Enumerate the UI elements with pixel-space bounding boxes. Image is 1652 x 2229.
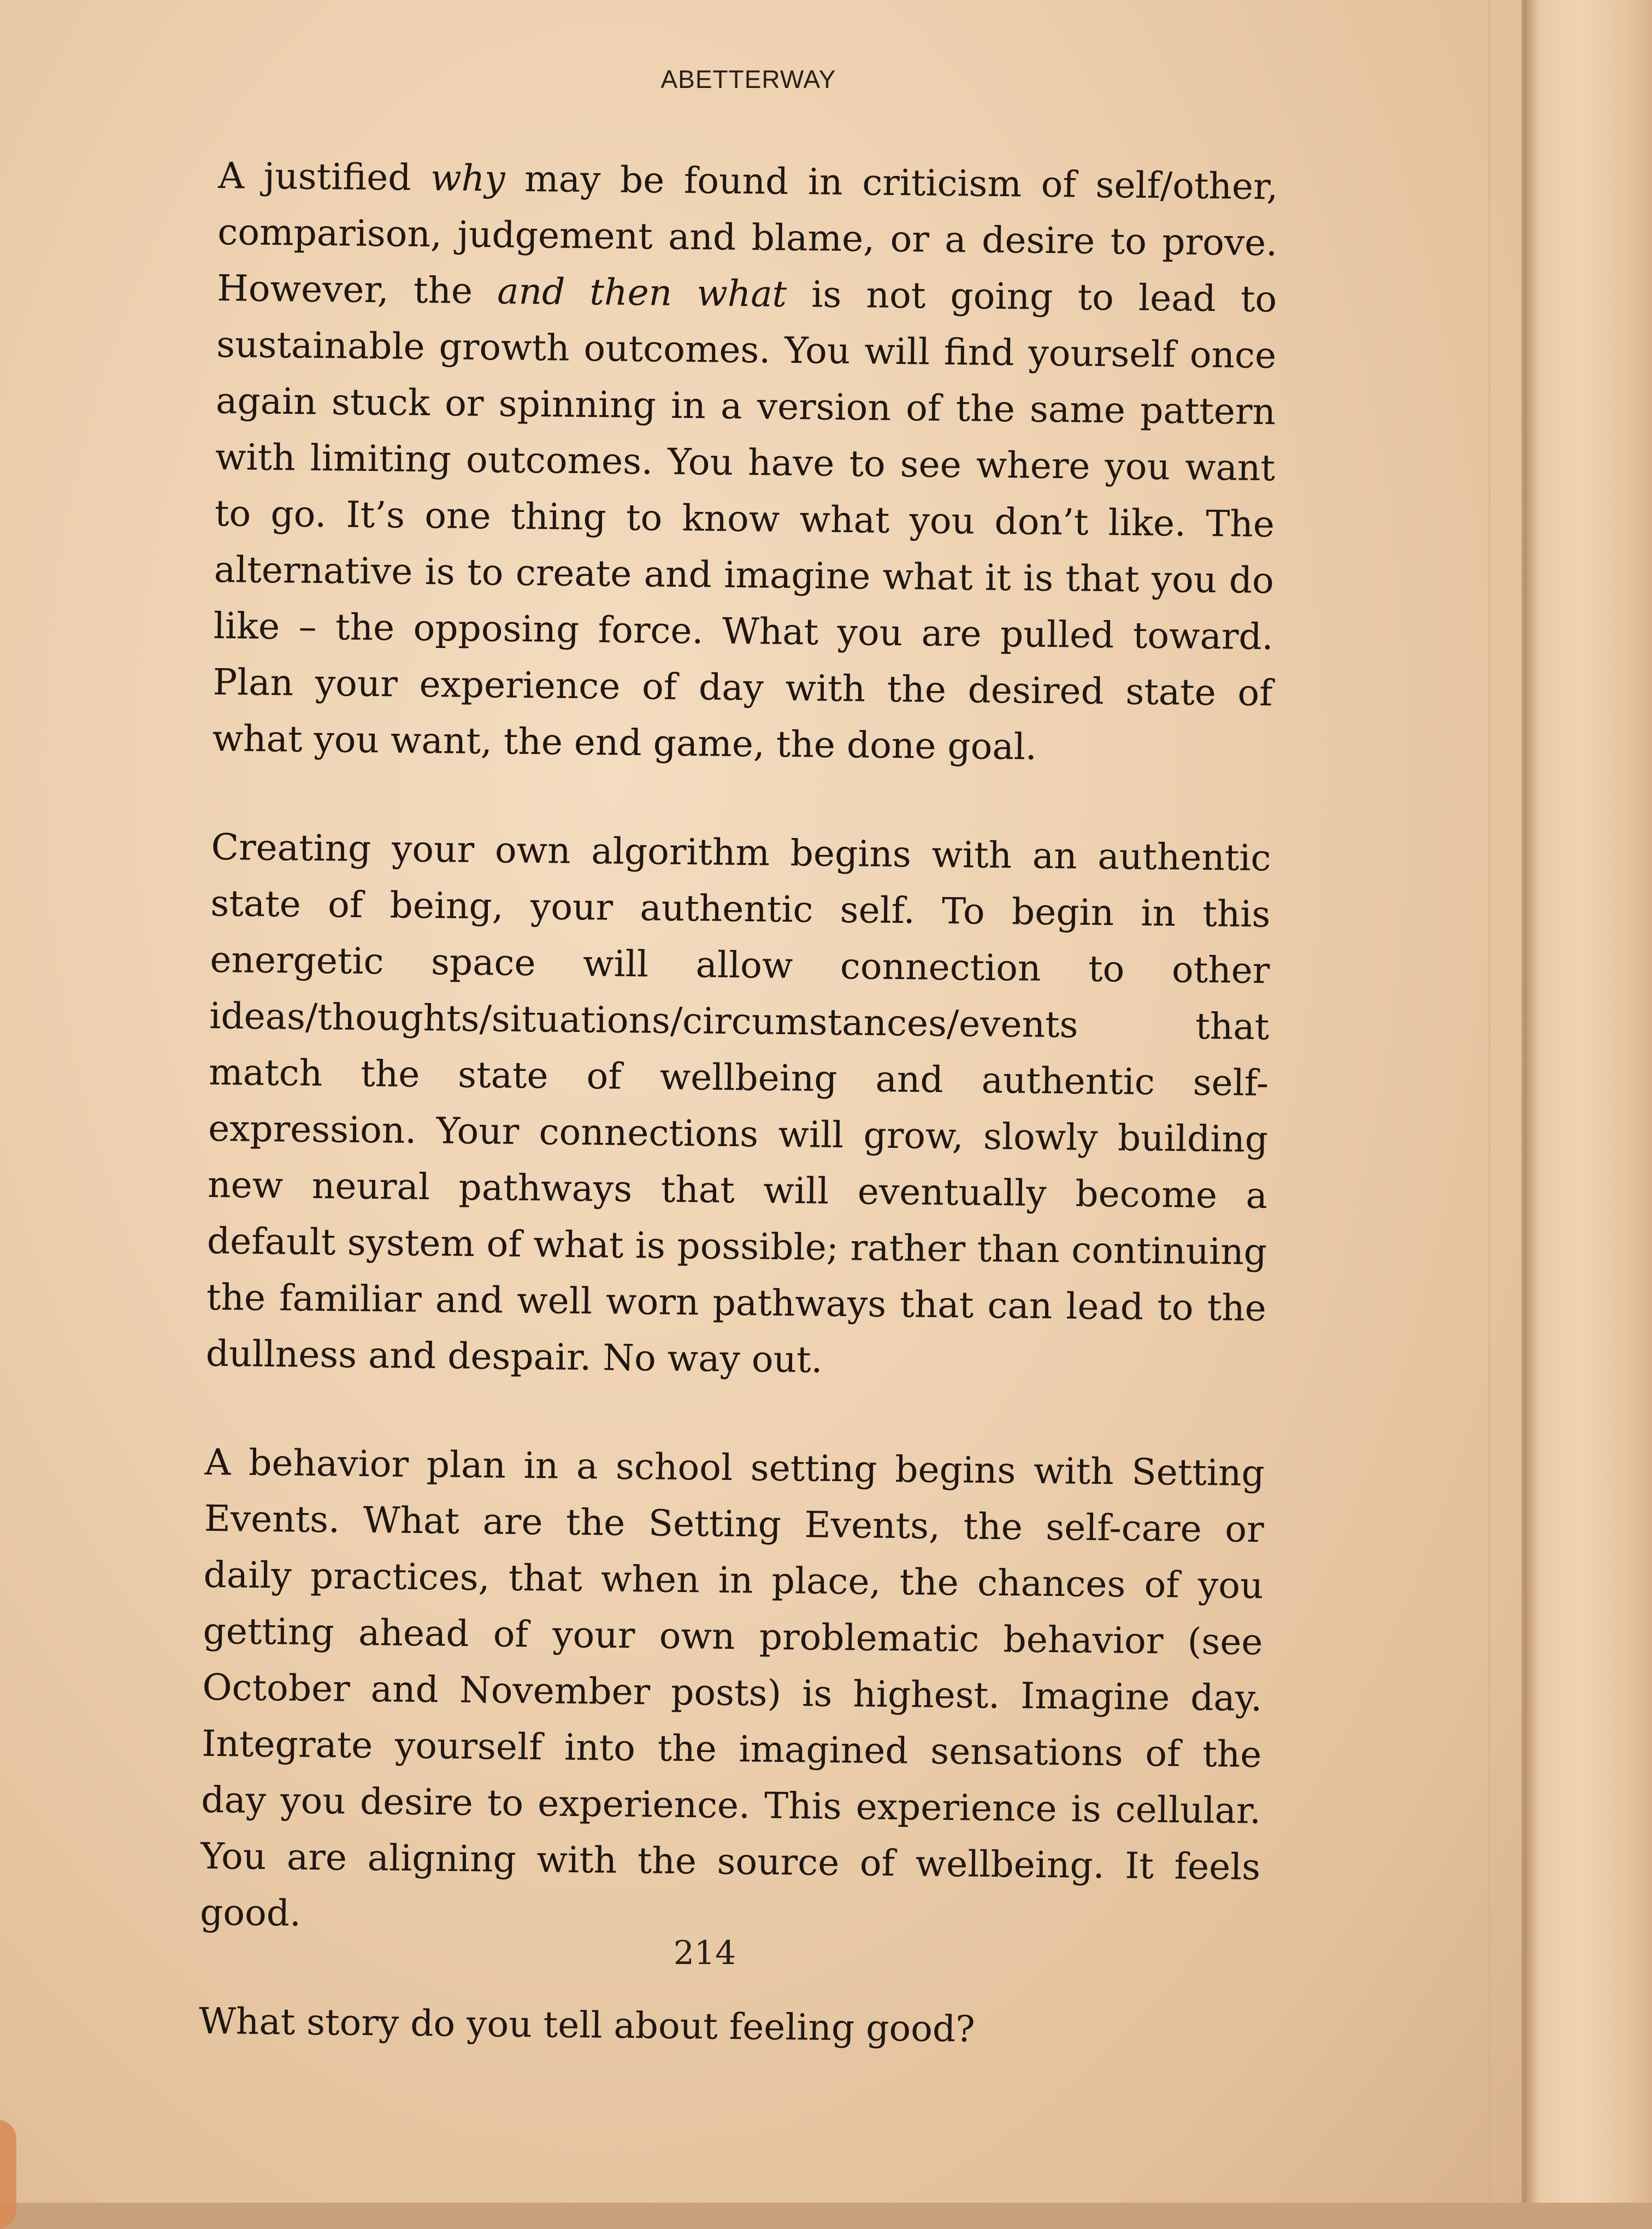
paragraph-1-text-cont: may be found in criticism of self/other, comparison, judgement and blame, or a desire to prove. However, the: [216, 157, 1278, 312]
closing-question: What story do you tell about feeling good?: [198, 2000, 976, 2050]
paragraph-2: Creating your own algorithm begins with an authentic state of being, your authentic self. To begin in this energetic space will allow connection to other ideas/thoughts/situations/circumstances/events that match the state of wellbeing and authentic self-expression. Your connections will grow, slowly building new neural pathways that will eventually become a default system of what is possible; rather than continuing the familiar and well worn pathways that can lead to the dullness and despair. No way out.: [205, 825, 1271, 1381]
emphasis-and-then-what: and then what: [497, 270, 787, 315]
adjacent-page-edge: [1524, 0, 1652, 2203]
finger-holding-page: [0, 2120, 16, 2229]
paragraph-3: A behavior plan in a school setting begins with Setting Events. What are the Setting Events, the self-care or daily practices, that when in place, the chances of you getting ahead of your own problematic behavior (see October and November posts) is highest. Imagine day. Integrate yourself into the imagined sensations of the day you desire to experience. This experience is cellular. You are aligning with the source of wellbeing. It feels good.: [199, 1441, 1265, 1935]
paragraph-1: [212, 148, 1278, 777]
paragraph-1-text: A justified: [218, 154, 431, 199]
page-number: 214: [673, 1934, 736, 1972]
emphasis-why: why: [430, 157, 505, 200]
page-edge-line: [1489, 0, 1490, 2203]
page-fold-shadow: [1521, 0, 1525, 2203]
running-head: ABETTERWAY: [660, 65, 836, 93]
paragraph-1-text-end: is not going to lead to sustainable growth outcomes. You will find yourself once again stuck or spinning in a version of the same pattern with limiting outcomes. You have to see where you want to go. It’s one thing to know what you don’t like. The alternative is to create and imagine what it is that you do like – the opposing force. What you are pulled toward. Plan your experience of day with the desired state of what you want, the end game, the done goal.: [212, 273, 1277, 768]
body-text: [199, 148, 1278, 2060]
